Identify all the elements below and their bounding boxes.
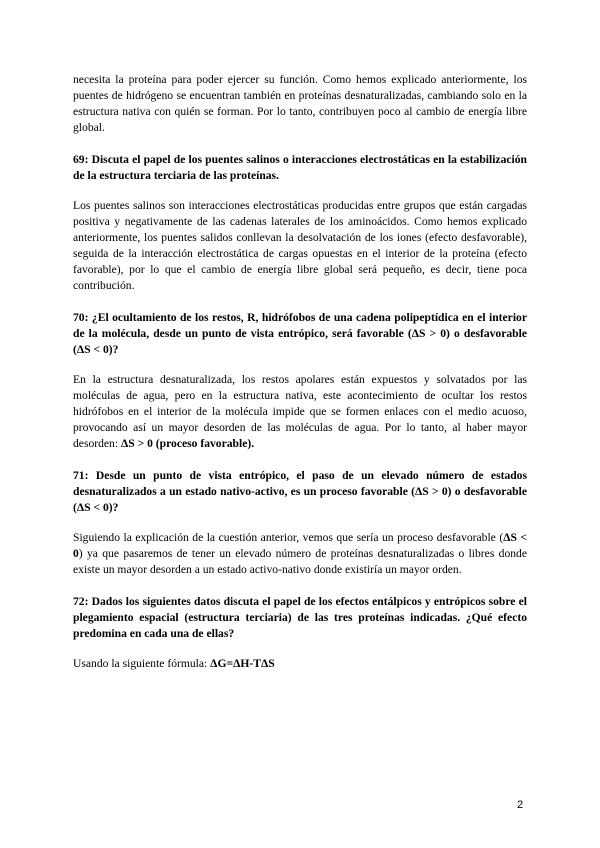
answer-70-conclusion: ΔS > 0 (proceso favorable). bbox=[120, 437, 255, 450]
answer-71 bbox=[73, 530, 527, 578]
question-69: 69: Discuta el papel de los puentes salinos o interacciones electrostáticas en la estabilización de la estructura terciaria de las proteínas. bbox=[73, 153, 527, 182]
question-70: 70: ¿El ocultamiento de los restos, R, hidrófobos de una cadena polipeptídica en el interior de la molécula, desde un punto de vista entrópico, será favorable (ΔS > 0) o desfavorable (ΔS < 0)? bbox=[73, 311, 527, 356]
formula-line bbox=[73, 656, 527, 672]
document-body bbox=[73, 72, 527, 672]
answer-70-text: En la estructura desnaturalizada, los restos apolares están expuestos y solvatados por las moléculas de agua, pero en la estructura nativa, este acontecimiento de ocultar los restos hidrófobos en el interior de la molécula impide que se formen enlaces con el medio acuoso, provocando así un mayor desorden de las moléculas de agua. Por lo tanto, al haber mayor desorden: bbox=[73, 373, 527, 450]
page-number: 2 bbox=[517, 799, 524, 811]
formula-label: Usando la siguiente fórmula: bbox=[73, 657, 211, 670]
question-71: 71: Desde un punto de vista entrópico, el paso de un elevado número de estados desnaturalizados a un estado nativo-activo, es un proceso favorable (ΔS > 0) o desfavorable (ΔS < 0)? bbox=[73, 469, 527, 514]
answer-70 bbox=[73, 372, 527, 452]
answer-71-delta: ΔS < 0 bbox=[73, 531, 527, 560]
answer-71-pre: Siguiendo la explicación de la cuestión anterior, vemos que sería un proceso desfavorable ( bbox=[73, 531, 504, 544]
intro-paragraph: necesita la proteína para poder ejercer su función. Como hemos explicado anteriormente, los puentes de hidrógeno se encuentran también en proteínas desnaturalizadas, cambiando solo en la estructura nativa con quién se forman. Por lo tanto, contribuyen poco al cambio de energía libre global. bbox=[73, 73, 527, 134]
question-72: 72: Dados los siguientes datos discuta el papel de los efectos entálpicos y entrópicos sobre el plegamiento espacial (estructura terciaria) de las tres proteínas indicadas. ¿Qué efecto predomina en cada una de ellas? bbox=[73, 595, 527, 640]
answer-71-post: ) ya que pasaremos de tener un elevado número de proteínas desnaturalizadas o libres donde existe un mayor desorden a un estado activo-nativo donde existiría un mayor orden. bbox=[73, 547, 527, 576]
answer-69: Los puentes salinos son interacciones electrostáticas producidas entre grupos que están cargadas positiva y negativamente de las cadenas laterales de los aminoácidos. Como hemos explicado anteriormente, los puentes salidos conllevan la desolvatación de los iones (efecto desfavorable), seguida de la interacción electrostática de cargas opuestas en el interior de la proteína (efecto favorable), por lo que el cambio de energía libre global será pequeño, es decir, tiene poca contribución. bbox=[73, 199, 527, 292]
formula-value: ΔG=ΔH-TΔS bbox=[210, 657, 275, 670]
